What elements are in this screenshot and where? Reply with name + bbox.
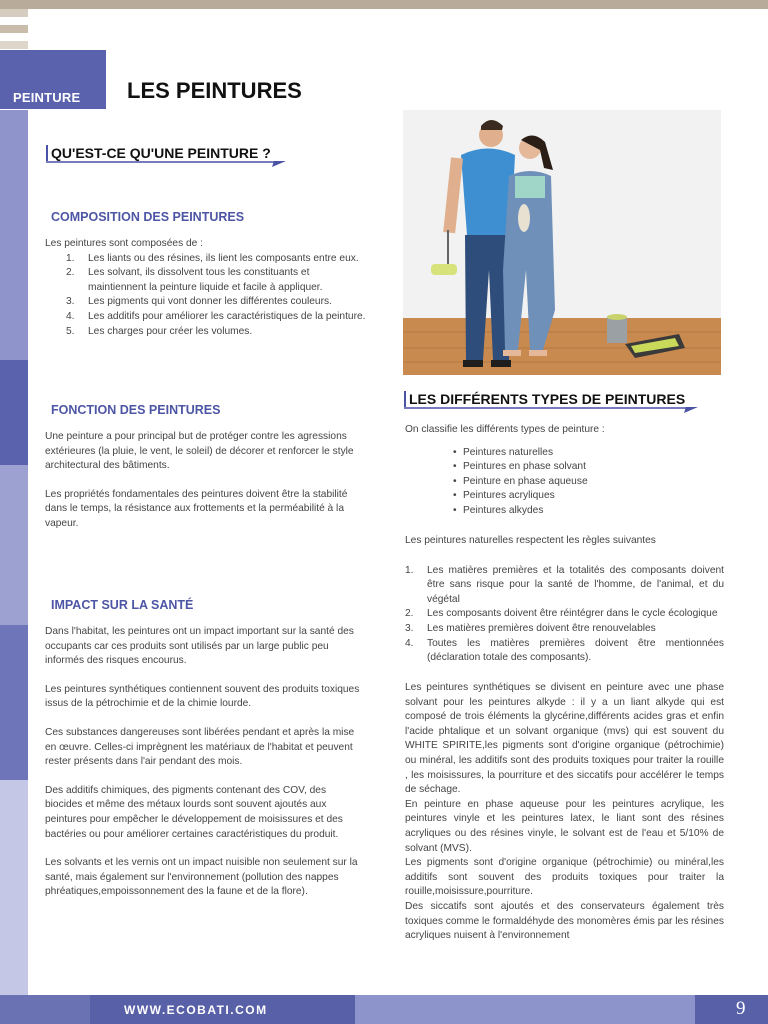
impact-block (45, 625, 365, 900)
list-item: 1. Les matières premières et la totalités des composants doivent être sans risque pour la santé de l'homme, de l'animal, et du végétal (405, 564, 724, 605)
fonction-paragraph: Une peinture a pour principal but de protéger contre les agressions extérieures (la pluie, le vent, le soleil) de décorer et renforcer le style architectural des bâtiments. (45, 431, 354, 472)
impact-paragraph: Les peintures synthétiques contiennent souvent des produits toxiques issus de la pétrochimie et de la chimie lourde. (45, 683, 360, 710)
section-heading-types (404, 391, 685, 407)
rules-block (405, 534, 724, 666)
category-tag (0, 50, 106, 109)
composition-block (45, 237, 367, 339)
fonction-paragraph: Les propriétés fondamentales des peintures doivent être la stabilité dans le temps, la résistance aux frottements et la perméabilité à la vapeur. (45, 488, 348, 529)
heading-underline (404, 407, 700, 415)
page-number: 9 (736, 998, 746, 1019)
section-heading-text: QU'EST-CE QU'UNE PEINTURE ? (51, 145, 271, 161)
impact-paragraph: Dans l'habitat, les peintures ont un impact important sur la santé des occupants car ces produits sont utilisés par un large public peu informés des risques encourus. (45, 626, 354, 667)
couple-painting-photo (403, 110, 721, 375)
list-item: 3. Les matières premières doivent être renouvelables (405, 622, 656, 634)
composition-intro: Les peintures sont composées de : (45, 238, 204, 249)
composition-title: COMPOSITION DES PEINTURES (51, 210, 245, 224)
website-link[interactable]: WWW.ECOBATI.COM (124, 1003, 268, 1017)
list-item: 2. Les solvant, ils dissolvent tous les constituants et maintiennent la peinture liquide et facile à appliquer. (66, 267, 323, 293)
synthetic-paragraph: En peinture en phase aqueuse pour les peintures acrylique, les peintures vinyle et les peintures latex, le liant sont des résines acryliques ou des résines vinyle, le solvant est de l'eau et 5/10% de solvant (MVS). (405, 798, 724, 854)
list-item: 3. Les pigments qui vont donner les différentes couleurs. (66, 296, 332, 308)
fonction-title: FONCTION DES PEINTURES (51, 403, 221, 417)
section-heading-text: LES DIFFÉRENTS TYPES DE PEINTURES (409, 391, 686, 407)
rules-list (405, 564, 724, 666)
impact-paragraph: Les solvants et les vernis ont un impact nuisible non seulement sur la santé, mais également sur l'environnement (pollution des nappes phréatiques,empoissonnement des la faune et de la flore). (45, 857, 358, 898)
top-band (0, 0, 768, 9)
list-item: 4. Toutes les matières premières doivent être mentionnées (déclaration totale des composants). (405, 637, 724, 664)
footer-bar (0, 995, 768, 1024)
composition-list (66, 252, 367, 340)
synthetic-paragraph: Les peintures synthétiques se divisent en peinture avec une phase solvant pour les peintures alkyde : il y a un liant alkyde qui est composé de trois éléments la glycérine,différents acides gras et enfin l'acide phtalique et un solvant organique (mvs) qui est souvent du WHITE SPIRITE,les pigments sont d'origine organique (pétrochimie) ou minéral, les additifs sont des produits toxiques pour traiter la rouille , les moisissures, la pourriture et des siccatifs pour accélérer le temps de séchage. (405, 682, 724, 796)
list-item: • Peintures alkydes (453, 504, 544, 516)
footer-left-block (0, 995, 90, 1024)
types-block (405, 423, 725, 519)
synthetic-paragraph: Des siccatifs sont ajoutés et des conservateurs également très toxiques comme le formaldéhyde des monomères émis par les résines acryliques nuisent à l'environnement (405, 900, 724, 942)
footer-right-block (355, 995, 695, 1024)
list-item: • Peintures naturelles (453, 446, 554, 458)
section-heading-definition (46, 145, 271, 161)
impact-paragraph: Des additifs chimiques, des pigments contenant des COV, des biocides et même des métaux lourds sont souvent ajoutés aux peintures pour empêcher le développement de moisissures et des bactéries ou pour améliorer certaines caractéristiques du produit. (45, 784, 343, 840)
impact-paragraph: Ces substances dangereuses sont libérées pendant et après la mise en œuvre. Celles-ci imprègnent les matériaux de l'habitat et peuvent rester présents dans l'air pendant des mois. (45, 726, 355, 768)
list-item: 2. Les composants doivent être réintégrer dans le cycle écologique (405, 608, 718, 620)
heading-underline (46, 161, 286, 169)
impact-title: IMPACT SUR LA SANTÉ (51, 598, 194, 612)
synthetic-paragraph: Les pigments sont d'origine organique (pétrochimie) ou minéral,les additifs sont souvent des produits toxiques pour traiter la rouille,moisissure,pourriture. (405, 857, 724, 898)
rules-intro: Les peintures naturelles respectent les règles suivantes (405, 535, 656, 546)
synthetic-block (405, 681, 724, 944)
list-item: 4. Les additifs pour améliorer les caractéristiques de la peinture. (66, 310, 366, 322)
types-intro: On classifie les différents types de peinture : (405, 424, 605, 435)
side-color-bar (0, 110, 28, 995)
fonction-block (45, 430, 363, 532)
list-item: • Peintures acryliques (453, 490, 555, 502)
list-item: 1. Les liants ou des résines, ils lient les composants entre eux. (66, 252, 359, 264)
list-item: • Peinture en phase aqueuse (453, 475, 588, 487)
top-stripes (0, 9, 28, 49)
list-item: • Peintures en phase solvant (453, 461, 586, 473)
types-list (453, 446, 725, 519)
list-item: 5. Les charges pour créer les volumes. (66, 325, 253, 337)
page-title: LES PEINTURES (127, 78, 302, 103)
category-label: PEINTURE (13, 90, 81, 105)
